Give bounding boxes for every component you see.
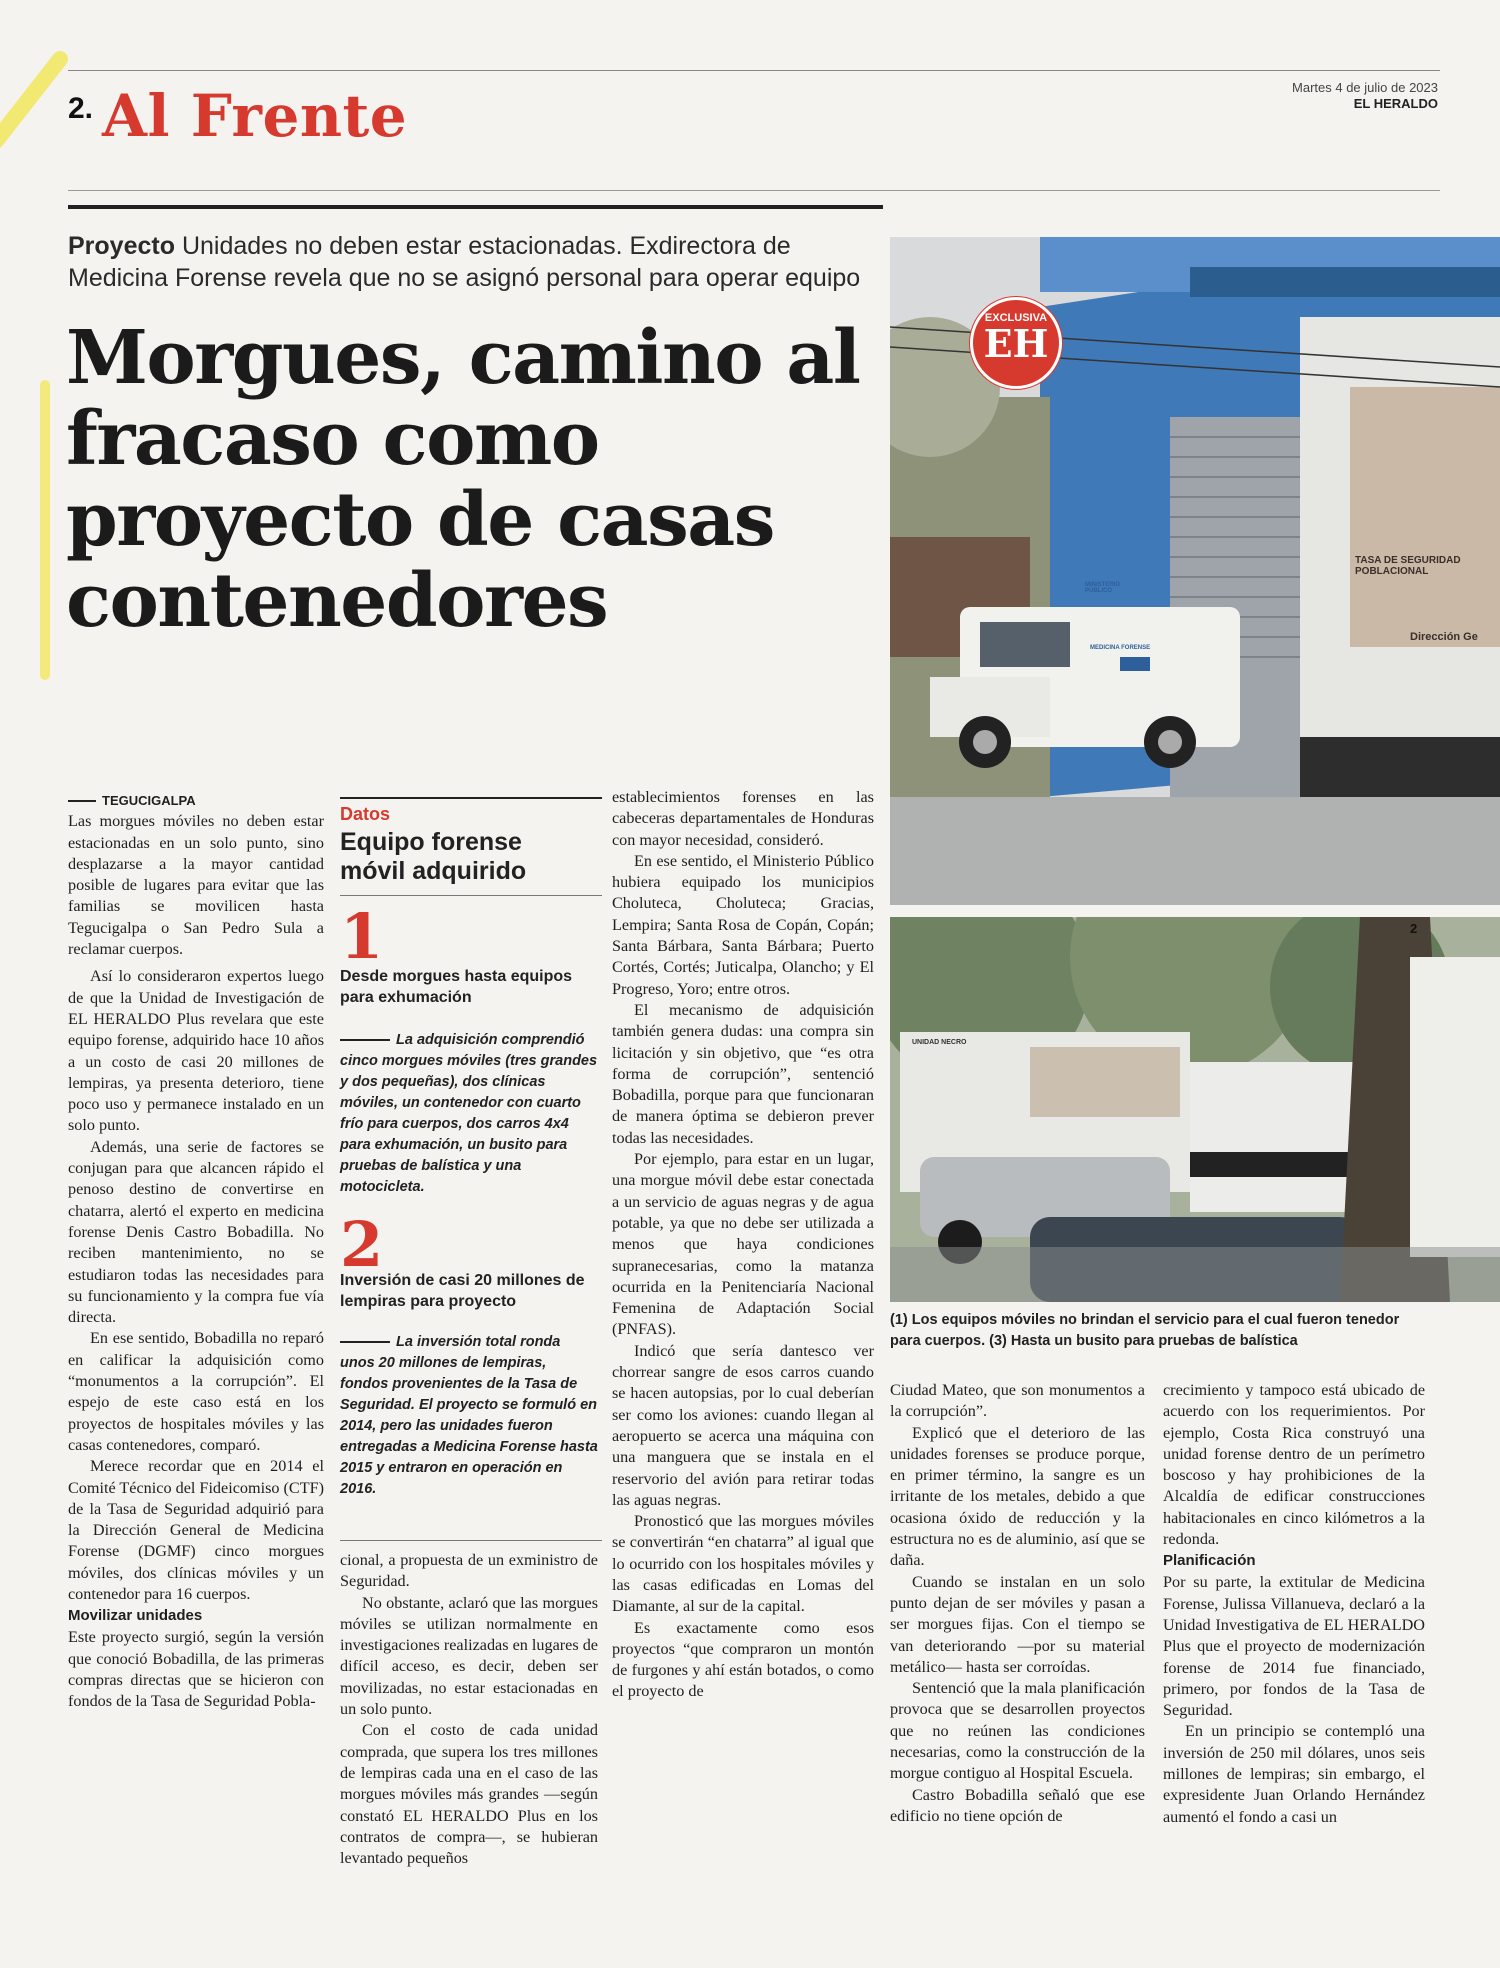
col3-p2: En ese sentido, el Ministerio Público hubiera equipado los municipios Choluteca, Choluteca; Gracias, Lempira; Santa Rosa de Copán, Copán; Santa Bárbara, Santa Bárbara; Puerto Cortés, Cortés; Juticalpa, Olancho; y El Progreso, Yoro; entre otros. — [612, 851, 874, 998]
col5-p2: Por su parte, la extitular de Medicina Forense, Julissa Villanueva, declaró a la Unidad Investigativa de EL HERALDO Plus que el proyecto de modernización forense de 2014 fue financiado, primero, por fondos de la Tasa de Seguridad. — [1163, 1573, 1425, 1720]
col1-p5: Merece recordar que en 2014 el Comité Técnico del Fideicomiso (CTF) de la Tasa de Seguridad adquirió para la Dirección General de Medicina Forense (DGMF) cinco morgues móviles, dos clínicas móviles y un contenedor para 16 cuerpos. — [68, 1457, 324, 1603]
photo-morgue-building — [890, 237, 1500, 905]
datos-heading-1: Desde morgues hasta equipos para exhumación — [340, 968, 573, 1006]
datos-title: Equipo forense móvil adquirido — [340, 828, 527, 885]
datos-text-2-content: La inversión total ronda unos 20 millones de lempiras, fondos provenientes de la Tasa de Seguridad. El proyecto se formuló en 2014, pero las unidades fueron entregadas a Medicina Forense hasta 2015 y entraron en operación en 2016. — [340, 1334, 598, 1497]
section-title: Al Frente — [102, 82, 408, 150]
photo2-number: 2 — [1410, 921, 1418, 936]
headline: Morgues, camino al fracaso como proyecto de casas contenedores — [66, 315, 860, 644]
header-rule — [68, 190, 1440, 191]
highlighter-mark-top — [0, 48, 71, 152]
col2-p3: Con el costo de cada unidad comprada, que supera los tres millones de lempiras cada una en el caso de las morgues móviles más grandes —según constató EL HERALDO Plus en los contratos de compra—, se hubieran levantado pequeños — [340, 1721, 598, 1868]
datos-text-mark-1 — [340, 1039, 390, 1041]
datos-top-rule — [340, 797, 602, 799]
datos-number-1: 1 — [340, 900, 384, 973]
col3-p5: Indicó que sería dantesco ver chorrear sangre de esos carros cuando se hacen autopsias, por lo cual deberían ser como los aviones: cuando llegan al aeropuerto se acerca una máquina con una manguera que se instala en el reservorio del avión para retirar todas las aguas negras. — [612, 1341, 874, 1509]
col3-p7: Es exactamente como esos proyectos “que compraron un montón de furgones y ahí están botados, o como el proyecto de — [612, 1618, 874, 1701]
dateline-mark — [68, 800, 96, 802]
top-rule — [68, 70, 1440, 71]
col3-p3: El mecanismo de adquisición también genera dudas: una compra sin licitación y sin objetivo, que “es otra forma de corrupción”, sentenció Bobadilla, porque para que funcionaran de manera óptima se debieron prever todas las necesidades. — [612, 1000, 874, 1147]
exclusive-badge-label: EXCLUSIVA — [984, 312, 1048, 324]
col1-p4: En ese sentido, Bobadilla no reparó en calificar la adquisición como “monumentos a la corrupción”. El espejo de este caso está en los proyectos de hospitales móviles y las casas contenedores, comparó. — [68, 1329, 324, 1454]
datos-text-1 — [340, 1030, 598, 1198]
col1-p2: Así lo consideraron expertos luego de que la Unidad de Investigación de EL HERALDO Plus revelara que este equipo forense, adquirido hace 10 años a un costo de casi 20 millones de lempiras, ya presenta deterioro, tiene poco uso y permanece instalado en un solo punto. — [68, 967, 324, 1135]
col5-p1: crecimiento y tampoco está ubicado de acuerdo con los requerimientos. Por ejemplo, Costa Rica construyó una unidad forense dentro de un perímetro boscoso y hay prohibiciones de la Alcaldía de edificar construcciones habitacionales en cinco kilómetros a la redonda. — [1163, 1381, 1425, 1549]
col4-p1: Ciudad Mateo, que son monumentos a la corrupción”. — [890, 1381, 1145, 1421]
kicker-label: Proyecto — [68, 232, 175, 260]
col2-p2: No obstante, aclaró que las morgues móviles se utilizan normalmente en investigaciones realizadas en lugares de difícil acceso, es decir, deben ser movilizadas, no estar estacionadas en un solo punto. — [340, 1593, 598, 1719]
building-sign-2: Dirección Ge — [1410, 631, 1478, 643]
subhead-planificacion: Planificación — [1163, 1552, 1256, 1570]
col4-p4: Sentenció que la mala planificación provoca que se desarrollen proyectos que no reúnen las condiciones necesarias, como la construcción de la morgue contiguo al Hospital Escuela. — [890, 1679, 1145, 1783]
datos-number-2: 2 — [340, 1208, 384, 1281]
datos-text-1-content: La adquisición comprendió cinco morgues móviles (tres grandes y dos pequeñas), dos clínicas móviles, un contenedor con cuarto frío para cuerpos, dos carros 4x4 para exhumación, un busito para pruebas de balística y una motocicleta. — [340, 1032, 598, 1195]
kicker — [68, 230, 888, 294]
datos-label: Datos — [340, 804, 391, 824]
col4-p2: Explicó que el deterioro de las unidades forenses se produce porque, en primer término, la sangre es un irritante de los metales, debido a que ocasiona óxido de reducción y la estructura no es de aluminio, así que se daña. — [890, 1423, 1145, 1570]
photo-mobile-units — [890, 917, 1500, 1302]
col1-p1: Las morgues móviles no deben estar estacionadas en un solo punto, sino desplazarse a la mayor cantidad posible de lugares para evitar que las familias se movilicen hasta Tegucigalpa o San Pedro Sula a reclamar cuerpos. — [68, 812, 324, 959]
col4-p5: Castro Bobadilla señaló que ese edificio no tiene opción de — [890, 1785, 1145, 1825]
publication-name: EL HERALDO — [1353, 96, 1438, 111]
datos-text-2 — [340, 1332, 598, 1500]
highlighter-mark-side — [40, 380, 50, 680]
col3-p1: establecimientos forenses en las cabeceras departamentales de Honduras con mayor necesidad, consideró. — [612, 788, 874, 849]
eh-logo-icon: EH — [983, 321, 1049, 366]
issue-date: Martes 4 de julio de 2023 — [1292, 80, 1438, 95]
dateline-text: TEGUCIGALPA — [102, 793, 196, 808]
truck-unit-label: UNIDAD NECRO — [912, 1039, 967, 1046]
datos-heading-2: Inversión de casi 20 millones de lempiras para proyecto — [340, 1272, 585, 1310]
photo-units-illustration — [890, 917, 1500, 1302]
datos-bottom-rule — [340, 1540, 602, 1541]
building-sign-1: TASA DE SEGURIDAD POBLACIONAL — [1355, 555, 1461, 577]
dateline — [68, 790, 324, 811]
datos-text-mark-2 — [340, 1341, 390, 1343]
col1-p3: Además, una serie de factores se conjugan para que alcancen rápido el penoso destino de convertirse en chatarra, alertó el experto en medicina forense Denis Castro Bobadilla. No reciben mantenimiento, no se estudiaron todas las necesidades para su funcionamiento y la compra fue vía directa. — [68, 1137, 324, 1327]
col4-p3: Cuando se instalan en un solo punto dejan de ser móviles y pasan a ser morgues fijas. Con el tiempo se van deteriorando —por su material metálico— hasta ser corroídas. — [890, 1572, 1145, 1676]
article-col-2 — [340, 1550, 598, 1869]
truck-side-label-1: MINISTERIO PÚBLICO — [1085, 582, 1121, 594]
subhead-movilizar: Movilizar unidades — [68, 1607, 203, 1625]
kicker-text: Unidades no deben estar estacionadas. Exdirectora de Medicina Forense revela que no se asignó personal para operar equipo — [68, 232, 861, 292]
col2-p1: cional, a propuesta de un exministro de Seguridad. — [340, 1551, 598, 1591]
truck-side-label-2: MEDICINA FORENSE — [1090, 645, 1151, 651]
col3-p6: Pronosticó que las morgues móviles se convertirán “en chatarra” al igual que lo ocurrido con los hospitales móviles y las casas edificadas en Lomas del Diamante, al sur de la capital. — [612, 1512, 874, 1616]
masthead-info — [1292, 80, 1438, 112]
page-number: 2. — [68, 92, 94, 125]
col3-p4: Por ejemplo, para estar en un lugar, una morgue móvil debe estar conectada a un servicio de aguas negras y de agua potable, ya que no debe ser utilizada a menos que haya condiciones supranecesarias, como la matanza ocurrida en la Penitenciaría Nacional Femenina de Adaptación Social (PNFAS). — [612, 1150, 874, 1339]
col5-p3: En un principio se contempló una inversión de 250 mil dólares, unos seis millones de lempiras; sin embargo, el expresidente Juan Orlando Hernández aumentó el fondo a casi un — [1163, 1722, 1425, 1826]
headline-top-rule — [68, 205, 883, 209]
article-col-1 — [68, 790, 324, 1712]
col1-p6: Este proyecto surgió, según la versión que conoció Bobadilla, de las primeras compras directas que se hicieron con fondos de la Tasa de Seguridad Pobla- — [68, 1628, 324, 1711]
article-col-4 — [890, 1380, 1145, 1827]
article-col-5 — [1163, 1380, 1425, 1828]
article-col-3 — [612, 787, 874, 1703]
exclusive-badge — [970, 297, 1062, 389]
photo-caption: (1) Los equipos móviles no brindan el servicio para el cual fueron tenedor para cuerpos. (3) Hasta un busito para pruebas de balística — [890, 1312, 1400, 1349]
datos-title-rule — [340, 895, 602, 896]
